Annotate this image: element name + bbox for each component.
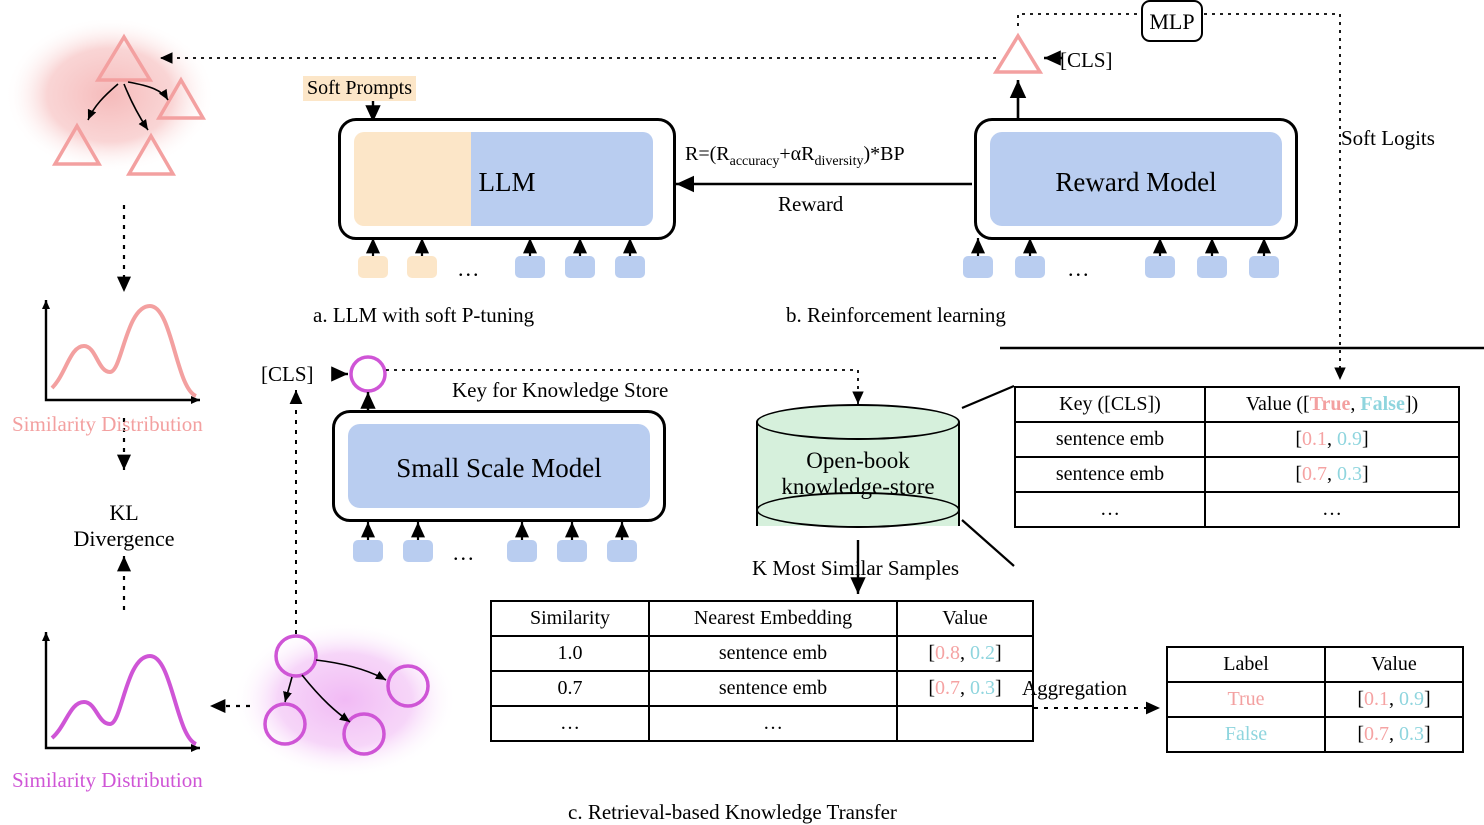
reward-formula-sub-accuracy: accuracy: [729, 154, 780, 169]
table-row: [1167, 717, 1463, 752]
top-similarity-distribution-label: Similarity Distribution: [12, 412, 203, 436]
small-model-token-dots: ...: [453, 540, 476, 565]
table-header-row: [491, 601, 1033, 636]
aggregated-header-label: Label: [1167, 647, 1325, 682]
panel-a-caption: a. LLM with soft P-tuning: [313, 303, 535, 327]
key-for-knowledge-store-label: Key for Knowledge Store: [452, 378, 669, 402]
small-model-input-token: [403, 540, 433, 562]
reward-arrow-label: Reward: [778, 192, 844, 216]
small-model-input-token: [353, 540, 383, 562]
retrieval-row2-false: 0.3: [970, 677, 995, 699]
store-header-value-sep: ,: [1350, 393, 1361, 415]
aggregated-row1-true: 0.1: [1364, 688, 1389, 710]
retrieval-header-similarity: Similarity: [491, 601, 649, 636]
store-row3-value: …: [1205, 492, 1459, 527]
retrieval-row3-value: [897, 706, 1033, 741]
store-header-value-true: True: [1309, 393, 1351, 415]
store-row2-key: sentence emb: [1015, 457, 1205, 492]
table-row: [491, 636, 1033, 671]
mlp-label: MLP: [1149, 9, 1195, 34]
k-most-similar-label: K Most Similar Samples: [752, 556, 960, 580]
retrieval-table: [490, 600, 1034, 742]
reward-model-label: Reward Model: [1055, 167, 1217, 197]
table-row: [1015, 457, 1459, 492]
reward-input-token: [1249, 256, 1279, 278]
retrieval-row3-similarity: …: [491, 706, 649, 741]
retrieval-header-embedding: Nearest Embedding: [649, 601, 897, 636]
store-row2-false: 0.3: [1337, 463, 1362, 485]
reward-token-dots: ...: [1068, 256, 1091, 281]
reward-formula-suffix: )*BP: [863, 143, 905, 165]
bottom-similarity-distribution-label: Similarity Distribution: [12, 768, 203, 792]
llm-input-token: [565, 256, 595, 278]
mlp-box: [1141, 0, 1203, 42]
llm-input-token: [358, 256, 388, 278]
store-row3-key: …: [1015, 492, 1205, 527]
table-row: [1015, 422, 1459, 457]
knowledge-store-line2: knowledge-store: [781, 474, 935, 500]
store-row1-false: 0.9: [1337, 428, 1362, 450]
retrieval-row1-true: 0.8: [935, 642, 960, 664]
store-header-value: [1205, 387, 1459, 422]
retrieval-row2-embedding: sentence emb: [649, 671, 897, 706]
reward-model-box: [974, 118, 1298, 240]
store-header-key: Key ([CLS]): [1015, 387, 1205, 422]
reward-cls-label: [CLS]: [1060, 48, 1113, 72]
table-header-row: [1015, 387, 1459, 422]
reward-formula: [685, 143, 905, 170]
aggregated-row2-value: [0.7, 0.3]: [1325, 717, 1463, 752]
reward-formula-mid: +αR: [779, 143, 815, 165]
panel-c-caption: c. Retrieval-based Knowledge Transfer: [568, 800, 897, 824]
kl-line1: KL: [109, 500, 139, 525]
aggregated-row1-value: [0.1, 0.9]: [1325, 682, 1463, 717]
small-scale-model-label: Small Scale Model: [396, 453, 602, 483]
small-model-input-token: [607, 540, 637, 562]
store-header-value-prefix: Value ([: [1245, 393, 1310, 415]
llm-input-token: [515, 256, 545, 278]
reward-input-token: [1145, 256, 1175, 278]
retrieval-row1-similarity: 1.0: [491, 636, 649, 671]
retrieval-row1-value: [0.8, 0.2]: [897, 636, 1033, 671]
llm-token-dots: ...: [458, 256, 481, 281]
aggregated-row2-true: 0.7: [1364, 723, 1389, 745]
panel-b-caption: b. Reinforcement learning: [786, 303, 1006, 327]
aggregated-header-value: Value: [1325, 647, 1463, 682]
llm-input-token: [615, 256, 645, 278]
store-row1-true: 0.1: [1302, 428, 1327, 450]
table-row: [491, 671, 1033, 706]
store-header-value-false: False: [1360, 393, 1405, 415]
small-model-cls-label: [CLS]: [261, 362, 314, 386]
retrieval-header-value: Value: [897, 601, 1033, 636]
cylinder-top: [756, 404, 960, 440]
reward-input-token: [1197, 256, 1227, 278]
soft-logits-label: Soft Logits: [1341, 126, 1435, 150]
kl-line2: Divergence: [73, 526, 175, 552]
small-model-input-token: [557, 540, 587, 562]
llm-input-token: [407, 256, 437, 278]
table-row: [1015, 492, 1459, 527]
aggregated-row1-label: True: [1167, 682, 1325, 717]
llm-label: LLM: [478, 167, 536, 197]
retrieval-row1-embedding: sentence emb: [649, 636, 897, 671]
table-row: [491, 706, 1033, 741]
small-model-input-token: [507, 540, 537, 562]
knowledge-store-cylinder: [756, 404, 960, 534]
store-header-value-suffix: ]): [1404, 393, 1419, 415]
kl-divergence-label: [64, 500, 184, 553]
retrieval-row3-embedding: …: [649, 706, 897, 741]
llm-box: [338, 118, 676, 240]
store-row1-key: sentence emb: [1015, 422, 1205, 457]
retrieval-row2-true: 0.7: [935, 677, 960, 699]
store-row2-true: 0.7: [1302, 463, 1327, 485]
table-header-row: [1167, 647, 1463, 682]
reward-input-token: [1015, 256, 1045, 278]
soft-prompts-label: Soft Prompts: [303, 76, 416, 101]
reward-formula-prefix: R=(R: [685, 143, 730, 165]
store-row1-value: [0.1, 0.9]: [1205, 422, 1459, 457]
reward-formula-sub-diversity: diversity: [814, 154, 864, 169]
aggregated-table: [1166, 646, 1464, 753]
aggregated-row2-false: 0.3: [1399, 723, 1424, 745]
retrieval-row2-similarity: 0.7: [491, 671, 649, 706]
knowledge-store-line1: Open-book: [806, 448, 910, 473]
store-row2-value: [0.7, 0.3]: [1205, 457, 1459, 492]
aggregated-row1-false: 0.9: [1399, 688, 1424, 710]
knowledge-store-table: [1014, 386, 1460, 528]
reward-input-token: [963, 256, 993, 278]
small-scale-model-box: [332, 410, 666, 522]
aggregated-row2-label: False: [1167, 717, 1325, 752]
retrieval-row2-value: [0.7, 0.3]: [897, 671, 1033, 706]
aggregation-label: Aggregation: [1022, 676, 1127, 700]
table-row: [1167, 682, 1463, 717]
retrieval-row1-false: 0.2: [970, 642, 995, 664]
knowledge-store-label: [756, 448, 960, 501]
